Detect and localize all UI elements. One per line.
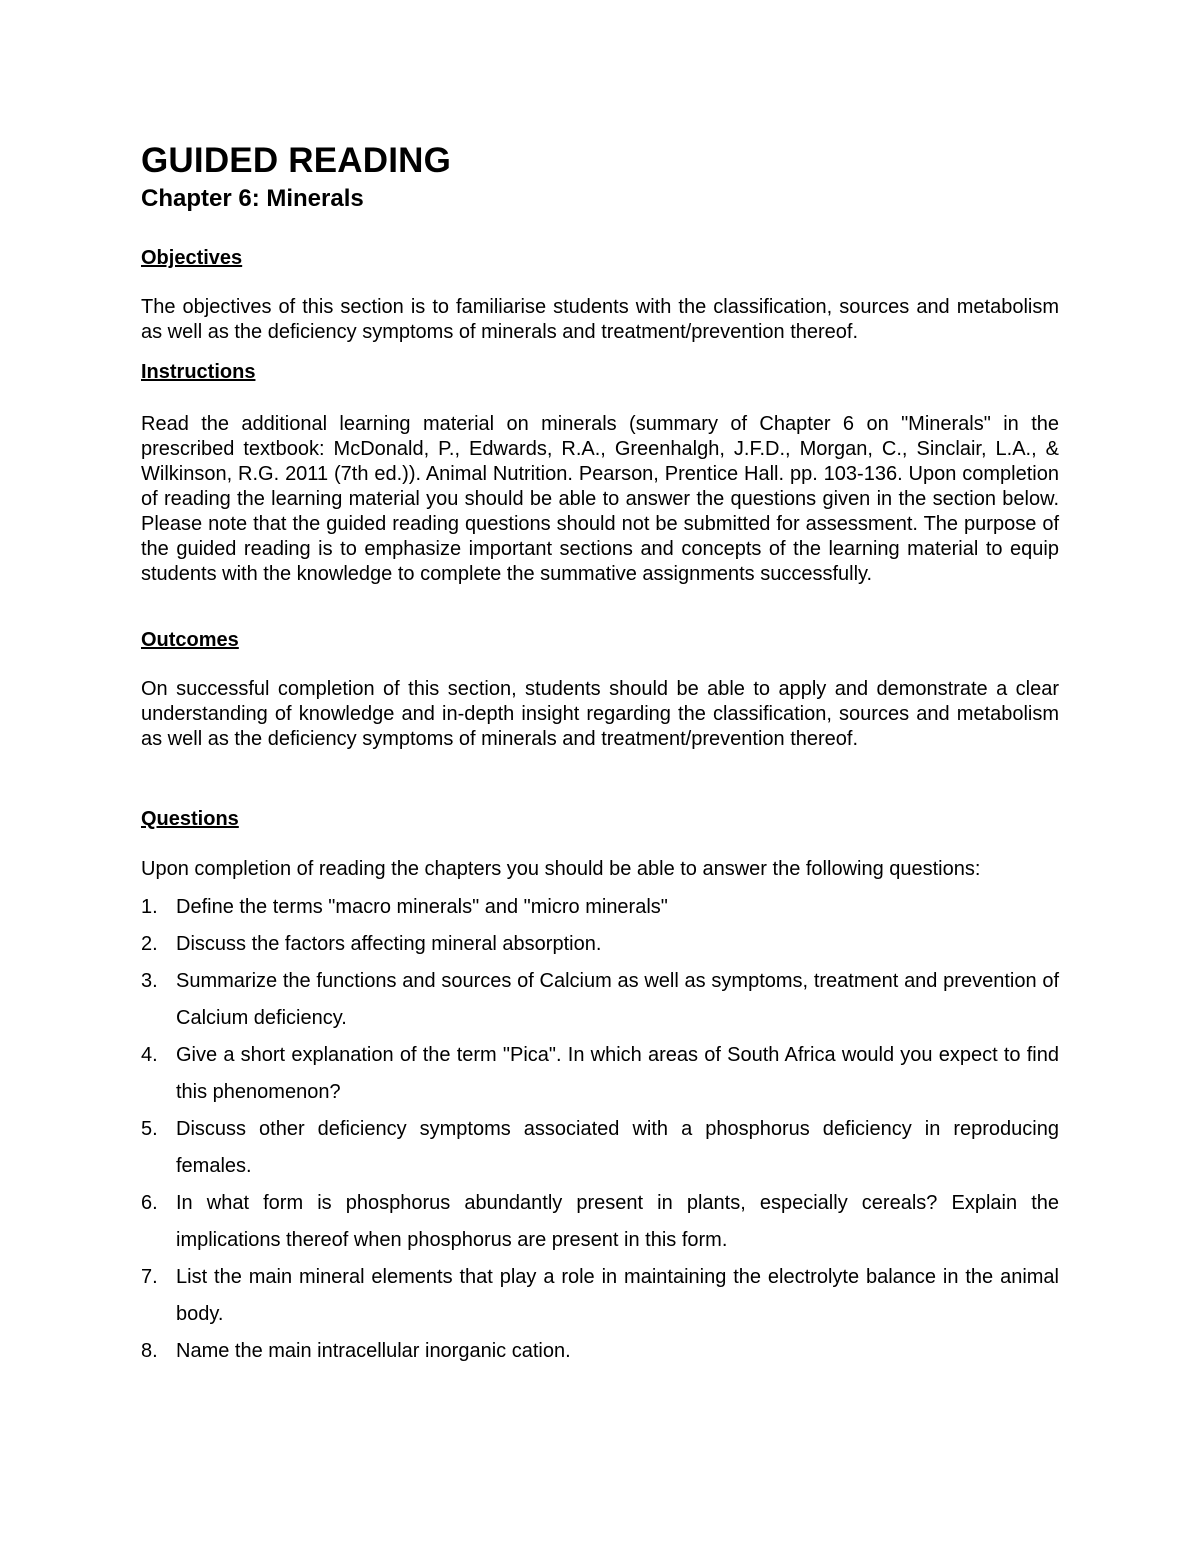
question-number: 8. bbox=[141, 1340, 158, 1362]
question-item bbox=[141, 1185, 1059, 1259]
questions-heading: Questions bbox=[141, 808, 239, 830]
question-number: 1. bbox=[141, 896, 158, 918]
question-number: 2. bbox=[141, 933, 158, 955]
question-item bbox=[141, 926, 1059, 963]
question-number: 7. bbox=[141, 1266, 158, 1288]
questions-intro: Upon completion of reading the chapters you should be able to answer the following questions: bbox=[141, 858, 981, 880]
question-text: Name the main intracellular inorganic cation. bbox=[176, 1340, 571, 1362]
questions-list bbox=[141, 889, 1059, 1370]
question-text: Summarize the functions and sources of Calcium as well as symptoms, treatment and prevention of Calcium deficiency. bbox=[176, 970, 1059, 1029]
outcomes-heading: Outcomes bbox=[141, 629, 239, 651]
instructions-paragraph: Read the additional learning material on minerals (summary of Chapter 6 on "Minerals" in the prescribed textbook: McDonald, P., Edwards, R.A., Greenhalgh, J.F.D., Morgan, C., Sinclair, L.A., & Wilkinson, R.G. 2011 (7th ed.)). Animal Nutrition. Pearson, Prentice Hall. pp. 103-136. Upon completion of reading the learning material you should be able to answer the questions given in the section below. Please note that the guided reading questions should not be submitted for assessment. The purpose of the guided reading is to emphasize important sections and concepts of the learning material to equip students with the knowledge to complete the summative assignments successfully. bbox=[141, 413, 1059, 585]
document-page bbox=[141, 140, 1059, 1370]
outcomes-paragraph: On successful completion of this section, students should be able to apply and demonstrate a clear understanding of knowledge and in-depth insight regarding the classification, sources and metabolism as well as the deficiency symptoms of minerals and treatment/prevention thereof. bbox=[141, 678, 1059, 750]
question-number: 6. bbox=[141, 1192, 158, 1214]
question-number: 4. bbox=[141, 1044, 158, 1066]
question-number: 3. bbox=[141, 970, 158, 992]
question-item bbox=[141, 1333, 1059, 1370]
instructions-heading: Instructions bbox=[141, 361, 256, 383]
question-item bbox=[141, 889, 1059, 926]
question-item bbox=[141, 1259, 1059, 1333]
question-text: List the main mineral elements that play a role in maintaining the electrolyte balance in the animal body. bbox=[176, 1266, 1059, 1325]
question-text: Discuss other deficiency symptoms associated with a phosphorus deficiency in reproducing females. bbox=[176, 1118, 1059, 1177]
question-item bbox=[141, 1037, 1059, 1111]
objectives-heading: Objectives bbox=[141, 247, 243, 269]
chapter-subtitle: Chapter 6: Minerals bbox=[141, 185, 364, 212]
question-text: In what form is phosphorus abundantly present in plants, especially cereals? Explain the implications thereof when phosphorus are present in this form. bbox=[176, 1192, 1059, 1251]
question-text: Give a short explanation of the term "Pica". In which areas of South Africa would you expect to find this phenomenon? bbox=[176, 1044, 1059, 1103]
question-text: Discuss the factors affecting mineral absorption. bbox=[176, 933, 602, 955]
question-number: 5. bbox=[141, 1118, 158, 1140]
question-item bbox=[141, 1111, 1059, 1185]
page-title: GUIDED READING bbox=[141, 141, 452, 180]
question-item bbox=[141, 963, 1059, 1037]
objectives-paragraph: The objectives of this section is to familiarise students with the classification, sources and metabolism as well as the deficiency symptoms of minerals and treatment/prevention thereof. bbox=[141, 296, 1059, 343]
question-text: Define the terms "macro minerals" and "micro minerals" bbox=[176, 896, 668, 918]
